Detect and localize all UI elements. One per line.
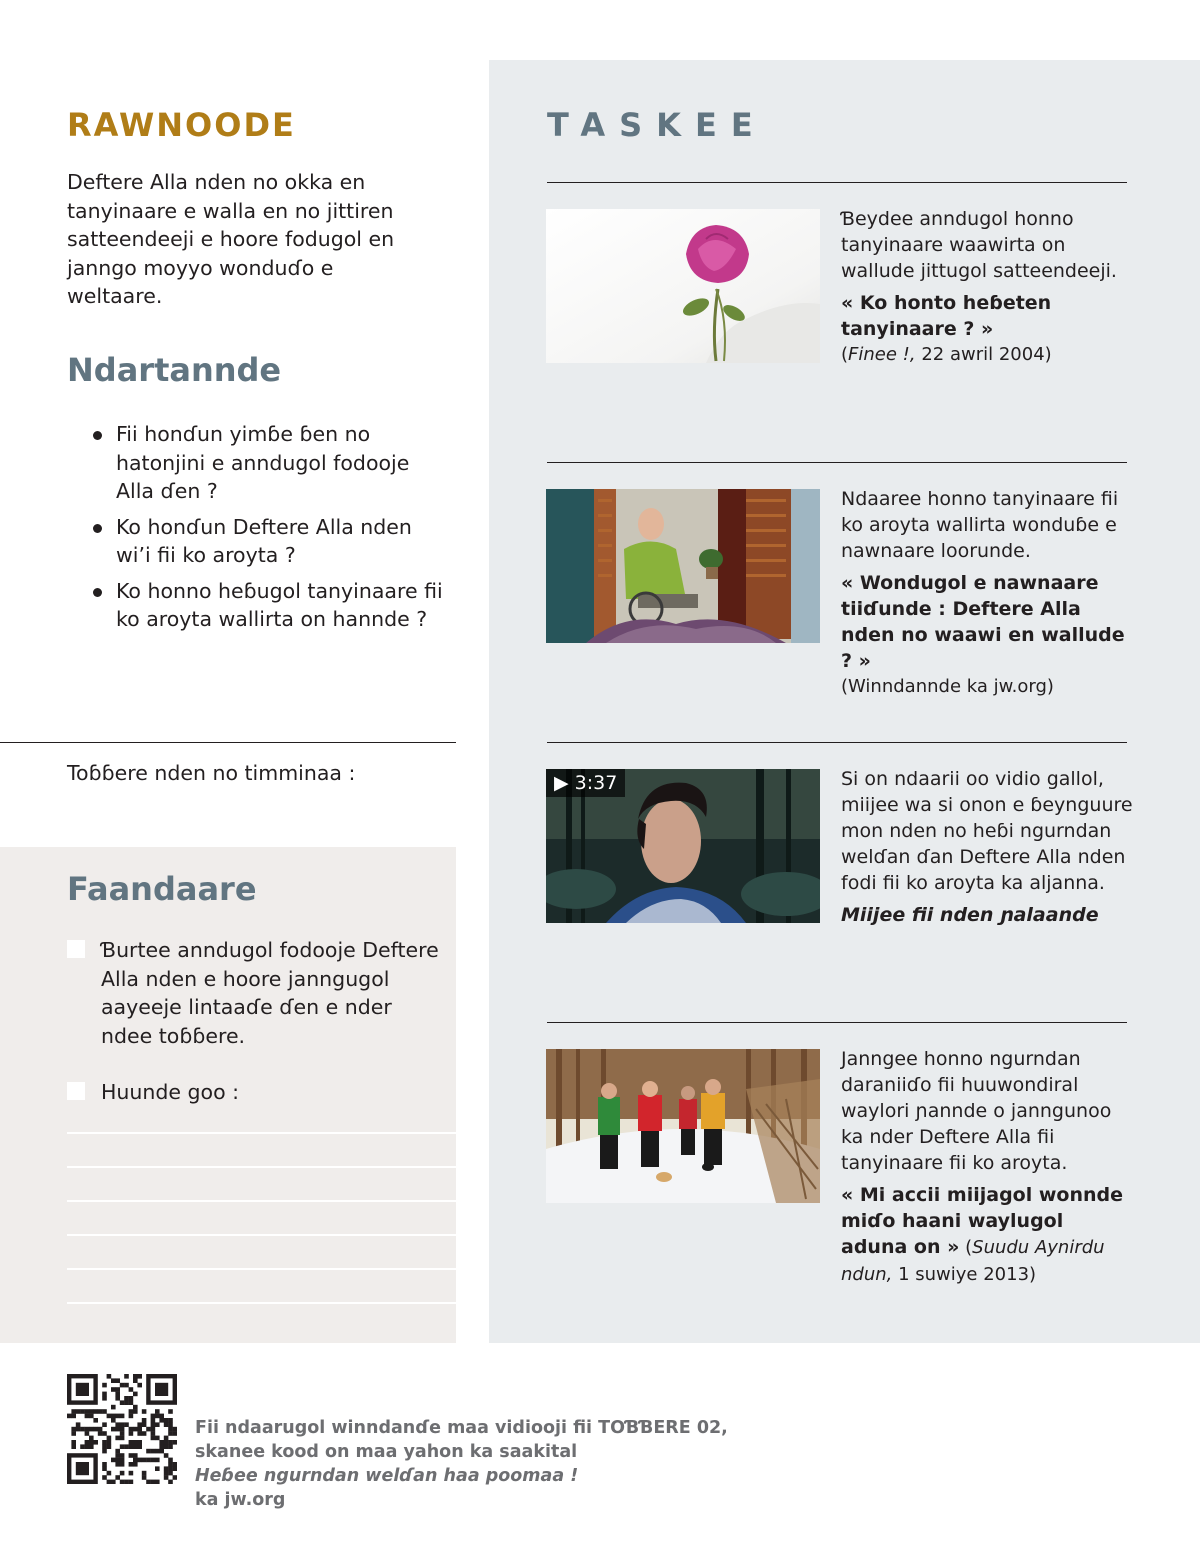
footer-line: Fii ndaarugol winndanɗe maa vidiooji fii TOƁƁERE 02, (195, 1418, 728, 1438)
review-question (67, 420, 452, 506)
explore-description: Janngee honno ngurndan daraniiɗo fii huuwondiral waylori ɲannde o janngunoo ka nder Deftere Alla fii tanyinaare fii ko aroyta. (841, 1048, 1112, 1174)
task-checkbox[interactable] (67, 1082, 85, 1100)
section-divider (547, 182, 1127, 183)
article-link: « Mi accii miijagol wonnde miɗo haani waylugol aduna on » (841, 1184, 1123, 1258)
review-question (67, 577, 452, 634)
writing-line[interactable] (67, 1132, 456, 1134)
explore-description: Si on ndaarii oo vidio gallol, miijee wa si onon e ɓeynguure mon nden no heɓi ngurndan welɗan ɗan Deftere Alla nden fodi fii ko aroyta ka aljanna. (841, 768, 1133, 894)
man-forest-video[interactable] (546, 769, 820, 923)
bullet-icon (93, 588, 102, 597)
explore-description: Ɓeydee anndugol honno tanyinaare waawirta on wallude jittugol satteendeeji. (841, 208, 1117, 282)
review-question-text: Ko honno heɓugol tanyinaare fii ko aroyta wallirta on hannde ? (116, 578, 443, 631)
section-divider (547, 1022, 1127, 1023)
task-checkbox[interactable] (67, 940, 85, 958)
footer-line: skanee kood on maa yahon ka saakital (195, 1442, 578, 1462)
article-source: (Winndannde ka jw.org) (841, 676, 1054, 697)
writing-line[interactable] (67, 1302, 456, 1304)
writing-line[interactable] (67, 1268, 456, 1270)
explore-item-text (841, 206, 1133, 368)
article-link-line[interactable]: « Mi accii miijagol wonnde miɗo haani waylugol aduna on » (Suudu Aynirdu ndun, 1 suwiye 2013) (841, 1184, 1123, 1285)
bullet-icon (93, 431, 102, 440)
practice-heading: Faandaare (67, 870, 257, 908)
writing-line[interactable] (67, 1166, 456, 1168)
goal-label: Toɓɓere nden no timminaa : (67, 761, 356, 785)
qr-code[interactable] (67, 1374, 177, 1484)
article-link[interactable]: « Wondugol e nawnaare tiiɗunde : Deftere Alla nden no waawi en wallude ? » (841, 572, 1125, 672)
writing-line[interactable] (67, 1234, 456, 1236)
video-duration: ▶ 3:37 (546, 769, 625, 797)
family-snow-photo[interactable] (546, 1049, 820, 1203)
section-divider (0, 742, 456, 743)
article-source: (Finee !, 22 awril 2004) (841, 344, 1052, 365)
explore-heading: TASKEE (547, 106, 767, 144)
recap-heading: RAWNOODE (67, 106, 296, 144)
recap-text: Deftere Alla nden no okka en tanyinaare e walla en no jittiren satteendeeji e hoore fodugol en janngo moyyo wonduɗo e weltaare. (67, 170, 395, 308)
footer-line: Heɓee ngurndan welɗan haa poomaa ! ka jw.org (195, 1466, 579, 1510)
article-link[interactable]: « Ko honto heɓeten tanyinaare ? » (841, 292, 1052, 340)
practice-task[interactable] (67, 936, 447, 1050)
footer-note (195, 1416, 728, 1512)
section-divider (547, 742, 1127, 743)
task-text: Ɓurtee anndugol fodooje Deftere Alla nden e hoore janngugol aayeeje lintaaɗe ɗen e nder ndee toɓɓere. (101, 938, 439, 1048)
review-question-text: Ko honɗun Deftere Alla nden wi’i fii ko aroyta ? (116, 514, 412, 567)
practice-task-other[interactable] (67, 1078, 447, 1107)
explore-item-text (841, 486, 1133, 700)
bullet-icon (93, 524, 102, 533)
review-question (67, 513, 452, 570)
task-text: Huunde goo : (101, 1080, 240, 1104)
section-divider (547, 462, 1127, 463)
review-question-text: Fii honɗun yimɓe ɓen no hatonjini e anndugol fodooje Alla ɗen ? (116, 422, 410, 503)
video-link[interactable]: Miijee fii nden ɲalaande (841, 904, 1099, 926)
explore-description: Ndaaree honno tanyinaare fii ko aroyta wallirta wonduɓe e nawnaare loorunde. (841, 488, 1119, 562)
review-heading: Ndartannde (67, 351, 282, 389)
explore-item-text (841, 766, 1133, 928)
flower-photo[interactable] (546, 209, 820, 363)
writing-line[interactable] (67, 1200, 456, 1202)
explore-item-text (841, 1046, 1133, 1288)
man-wheelchair-photo[interactable] (546, 489, 820, 643)
review-question-list (67, 420, 452, 641)
